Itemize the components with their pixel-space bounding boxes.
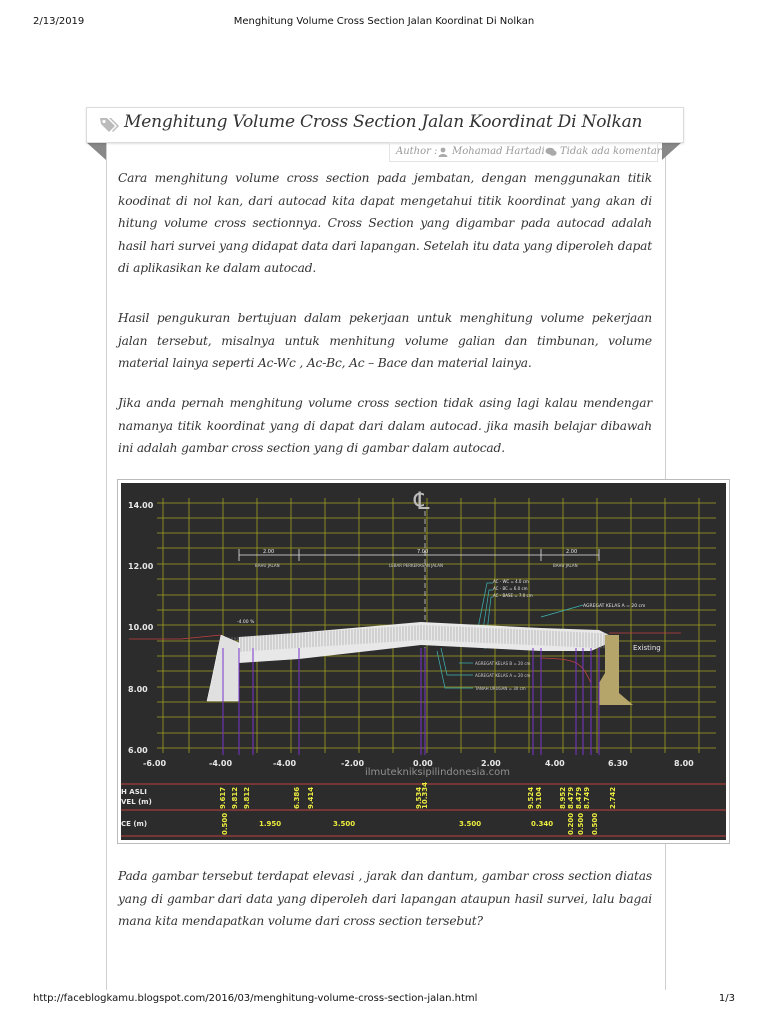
post-title[interactable]: Menghitung Volume Cross Section Jalan Koordinat Di Nolkan bbox=[124, 112, 643, 132]
elevation-value: 8.479 bbox=[575, 786, 583, 809]
x-label-5: 0.00 bbox=[413, 759, 433, 768]
print-url[interactable]: http://faceblogkamu.blogspot.com/2016/03/menghitung-volume-cross-section-jalan.html bbox=[33, 993, 478, 1004]
comments-icon bbox=[545, 147, 557, 157]
author-name[interactable]: Mohamad Hartadi bbox=[452, 146, 545, 157]
elevation-value: 2.742 bbox=[609, 786, 617, 809]
post-title-bar bbox=[86, 107, 684, 143]
print-date: 2/13/2019 bbox=[33, 16, 85, 27]
print-header bbox=[33, 16, 735, 30]
existing-label: Existing bbox=[633, 644, 661, 652]
cross-section-drawing bbox=[121, 483, 726, 840]
ribbon-fold-right bbox=[662, 142, 682, 160]
centerline-symbol: ℄ bbox=[414, 487, 430, 515]
zone-label-left: BAHU JALAN bbox=[255, 563, 280, 568]
x-label-6: 2.00 bbox=[481, 759, 501, 768]
elevation-value: 9.524 bbox=[527, 786, 535, 809]
ribbon-fold-left bbox=[86, 142, 106, 160]
callout-label-2: AGREGAT KELAS A = 20 cm bbox=[475, 673, 531, 678]
y-label-10: 10.00 bbox=[128, 623, 154, 632]
y-label-14: 14.00 bbox=[128, 501, 154, 510]
elevation-value: 8.749 bbox=[583, 786, 591, 809]
tags-icon bbox=[99, 116, 121, 134]
post-meta bbox=[389, 142, 662, 162]
distance-value: 1.950 bbox=[259, 820, 282, 828]
layer-label-2: AC - BC = 6.0 cm bbox=[493, 586, 528, 591]
row1-label-a: H ASLI bbox=[121, 788, 147, 796]
dim-label-left: 2.00 bbox=[263, 549, 275, 555]
watermark: ilmutekniksipilindonesia.com bbox=[365, 767, 511, 778]
elevation-value: 9.812 bbox=[243, 786, 251, 809]
x-label-3: -4.00 bbox=[273, 759, 297, 768]
cross-section-figure bbox=[117, 479, 730, 844]
content-left-border bbox=[106, 140, 107, 990]
print-page-title: Menghitung Volume Cross Section Jalan Koordinat Di Nolkan bbox=[233, 16, 535, 27]
distance-value: 0.500 bbox=[221, 812, 229, 835]
user-icon bbox=[438, 147, 448, 157]
x-label-8: 6.30 bbox=[608, 759, 628, 768]
elevation-value: 9.812 bbox=[231, 786, 239, 809]
layer-label-1: AC - WC = 4.0 cm bbox=[493, 579, 529, 584]
elevation-value: 9.534 bbox=[415, 786, 423, 809]
elevation-value: 6.386 bbox=[293, 786, 301, 809]
elevation-value: 10.334 bbox=[421, 781, 429, 809]
y-label-12: 12.00 bbox=[128, 562, 154, 571]
elevation-value: 9.104 bbox=[535, 786, 543, 809]
x-label-4: -2.00 bbox=[341, 759, 365, 768]
distance-value: 0.500 bbox=[591, 812, 599, 835]
distance-value: 0.340 bbox=[531, 820, 554, 828]
author-label: Author : bbox=[396, 146, 438, 157]
x-label-1: -6.00 bbox=[143, 759, 167, 768]
zone-label-right: BAHU JALAN bbox=[553, 563, 578, 568]
callout-label-1: AGREGAT KELAS B = 20 cm bbox=[475, 661, 531, 666]
distance-value: 3.500 bbox=[333, 820, 356, 828]
print-footer bbox=[33, 993, 735, 1007]
row2-label: CE (m) bbox=[121, 820, 148, 828]
y-label-8: 8.00 bbox=[128, 685, 148, 694]
elevation-value: 9.617 bbox=[219, 786, 227, 809]
distance-value: 3.500 bbox=[459, 820, 482, 828]
layer-label-4: AGREGAT KELAS A = 20 cm bbox=[583, 604, 646, 609]
distance-value: 0.200 bbox=[567, 812, 575, 835]
comment-count-link[interactable]: Tidak ada komentar bbox=[560, 146, 662, 157]
x-label-2: -4.00 bbox=[209, 759, 233, 768]
elevation-value: 8.952 bbox=[559, 786, 567, 809]
x-label-7: 4.00 bbox=[545, 759, 565, 768]
layer-label-3: AC - BASE = 7.0 cm bbox=[493, 593, 533, 598]
elevation-value: 9.414 bbox=[307, 786, 315, 809]
y-label-6: 6.00 bbox=[128, 746, 148, 755]
zone-label-mid: LEBAR PERKERASAN JALAN bbox=[389, 563, 444, 568]
row1-label-b: VEL (m) bbox=[121, 798, 152, 806]
dim-label-mid: 7.00 bbox=[417, 549, 429, 555]
distance-value: 0.500 bbox=[577, 812, 585, 835]
paragraph-3: Jika anda pernah menghitung volume cross section tidak asing lagi kalau mendengar namanya titik koordinat yang di dapat dari dalam autocad. jika masih belajar dibawah ini adalah gambar cross section yang di gambar dalam autocad. bbox=[118, 396, 652, 455]
elevation-value: 8.479 bbox=[567, 786, 575, 809]
dim-label-right: 2.00 bbox=[566, 549, 578, 555]
x-label-9: 8.00 bbox=[674, 759, 694, 768]
slope-label: -4.00 % bbox=[237, 620, 255, 625]
paragraph-2: Hasil pengukuran bertujuan dalam pekerjaan untuk menghitung volume pekerjaan jalan tersebut, misalnya untuk menhitung volume galian dan timbunan, volume material lainya seperti Ac-Wc , Ac-Bc, Ac – Bace dan material lainya. bbox=[118, 311, 652, 370]
paragraph-1: Cara menghitung volume cross section pada jembatan, dengan menggunakan titik koodinat di nol kan, dari autocad kita dapat mengetahui titik koordinat yang akan di hitung volume cross sectionnya. Cross Section yang digambar pada autocad adalah hasil hari survei yang didapat data dari lapangan. Setelah itu data yang diperoleh dapat di aplikasikan ke dalam autocad. bbox=[118, 171, 652, 275]
page-number: 1/3 bbox=[718, 993, 735, 1004]
callout-label-3: TANAH URUGAN = 30 cm bbox=[475, 686, 526, 691]
paragraph-4: Pada gambar tersebut terdapat elevasi , jarak dan dantum, gambar cross section diatas yang di gambar dari data yang diperoleh dari lapangan ataupun hasil survei, lalu bagai mana kita mendapatkan volume dari cross section tersebut? bbox=[118, 869, 652, 928]
